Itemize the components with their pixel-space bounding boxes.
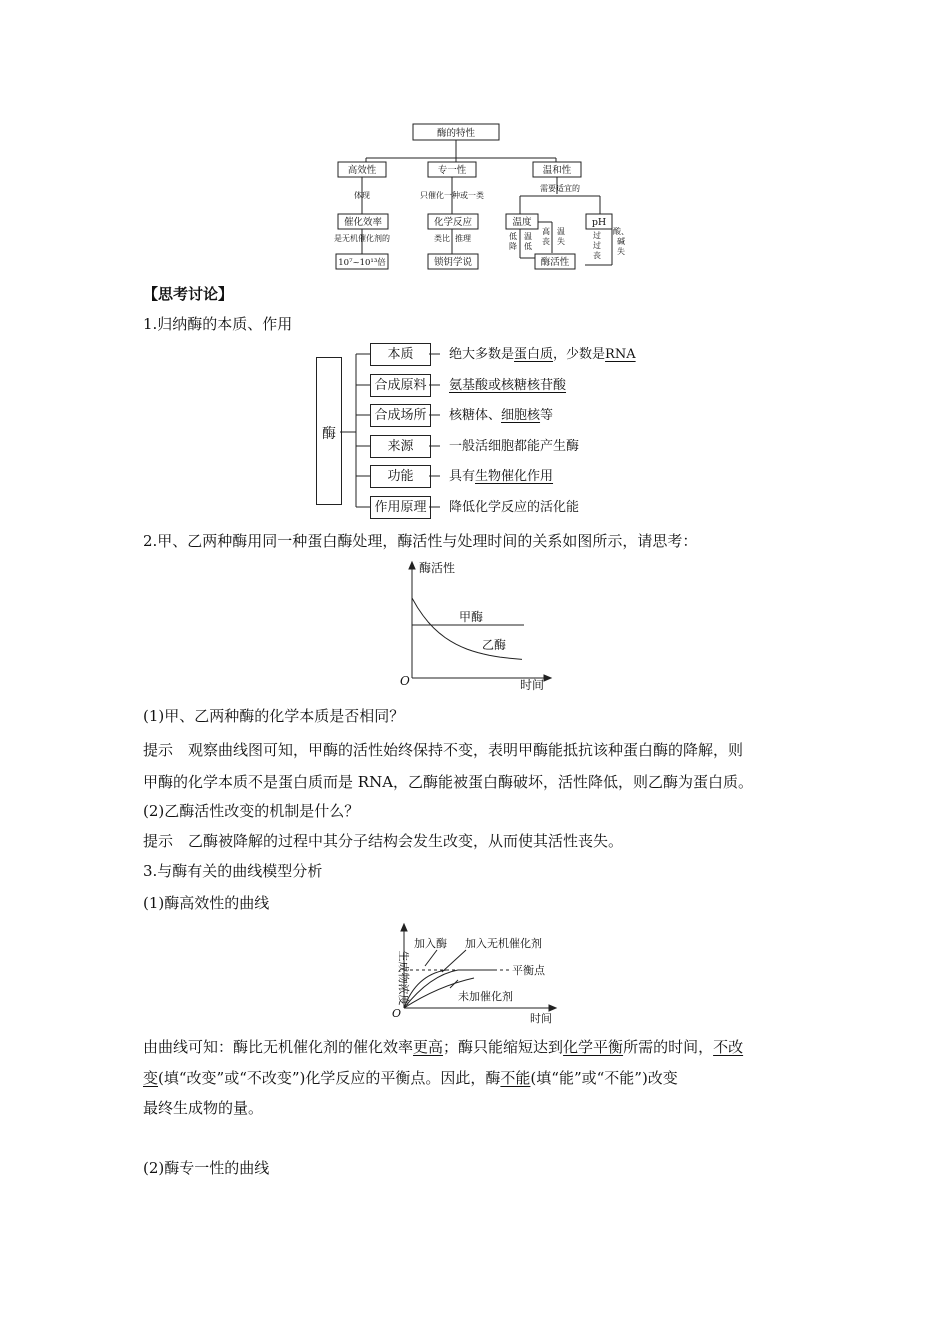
- concept-map-label-box: [370, 465, 431, 488]
- answer-2-1-line-1: 提示 观察曲线图可知，甲酶的活性始终保持不变，表明甲酶能抵抗该种蛋白酶的降解，则: [143, 741, 744, 759]
- concept-map-content-u2: RNA: [605, 347, 636, 362]
- root-label: 酶的特性: [436, 128, 476, 139]
- low-label: 低: [509, 232, 517, 241]
- over-label: 过: [593, 231, 601, 240]
- question-3-1: (1)酶高效性的曲线: [143, 894, 270, 912]
- chart1-ylabel: 酶活性: [419, 561, 456, 575]
- concept-map-content: [449, 436, 579, 457]
- concept-map-label-box: [370, 435, 431, 458]
- concept-map-content-content-pre: 一般活细胞都能产生酶: [449, 439, 580, 454]
- concept-map-content: [449, 375, 566, 396]
- drop-label: 降: [509, 242, 517, 251]
- para-3-line-3: 最终生成物的量。: [143, 1099, 264, 1117]
- p3-l1-answer-2: 化学平衡: [563, 1038, 624, 1056]
- p3-l1-answer-3: 不改: [713, 1038, 744, 1056]
- concept-map-content: [449, 405, 553, 426]
- concept-map-label: 功能: [387, 469, 414, 484]
- chem-reaction-label: 化学反应: [433, 217, 473, 228]
- temp-label: 温度: [512, 217, 532, 228]
- question-3-2: (2)酶专一性的曲线: [143, 1159, 270, 1177]
- specific-label: 专一性: [437, 165, 467, 176]
- concept-map-label: 合成场所: [374, 408, 427, 423]
- activity-label: 酶活性: [540, 257, 570, 268]
- concept-map-content-mid: ，少数是: [553, 347, 606, 362]
- high-eff-label: 高效性: [347, 165, 377, 176]
- concept-map-content-mid: 等: [540, 408, 554, 423]
- high-label: 高: [542, 227, 550, 236]
- enzyme-properties-diagram: [330, 118, 630, 273]
- chart2-xlabel: 时间: [530, 1012, 552, 1025]
- chart1-series-a-label: 甲酶: [459, 610, 484, 624]
- ph-label: pH: [591, 217, 607, 228]
- concept-map-content-u1: 氨基酸或核糖核苷酸: [449, 378, 567, 393]
- para-3-line-2: [143, 1068, 678, 1088]
- concept-map-content: [449, 466, 553, 487]
- temp2-label: 温: [524, 232, 532, 241]
- question-3: 3.与酶有关的曲线模型分析: [143, 862, 323, 880]
- p3-l2-post: (填“能”或“不能”)改变: [530, 1069, 678, 1087]
- question-2-2: (2)乙酶活性改变的机制是什么？: [143, 802, 360, 820]
- answer-2-2: 提示 乙酶被降解的过程中其分子结构会发生改变，从而使其活性丧失。: [143, 832, 624, 850]
- lose-label: 丧: [593, 251, 601, 260]
- p3-l2-answer-2: 不能: [500, 1069, 531, 1087]
- p3-l2-mid: (填“改变”或“不改变”)化学反应的平衡点。因此，酶: [158, 1069, 501, 1087]
- section-title: 【思考讨论】: [143, 285, 234, 303]
- p3-l1-mid: ；酶只能缩短达到: [443, 1038, 564, 1056]
- concept-map-label-box: [370, 374, 431, 397]
- concept-map-label: 作用原理: [374, 500, 427, 515]
- concept-map-label: 来源: [387, 439, 414, 454]
- p3-l1-pre: 由曲线可知：酶比无机催化剂的催化效率: [143, 1038, 414, 1056]
- concept-map-label: 合成原料: [374, 378, 427, 393]
- para-3-line-1: [143, 1037, 743, 1057]
- concept-map-content-content-pre: 降低化学反应的活化能: [449, 500, 580, 515]
- lose2-label: 失: [617, 247, 625, 256]
- concept-map-content: [449, 497, 579, 518]
- chart2-ylabel: 生成物浓度: [397, 950, 410, 1006]
- mild-label: 温和性: [542, 165, 572, 176]
- base-label: 碱: [617, 237, 625, 246]
- y-arrow: [409, 562, 415, 569]
- chart2-origin: O: [392, 1007, 402, 1020]
- only-cat-label: 只催化一种或一类: [420, 191, 484, 200]
- chart2-none-label: 未加催化剂: [458, 990, 513, 1003]
- concept-map-content: [449, 344, 636, 365]
- question-2: 2.甲、乙两种酶用同一种蛋白酶处理，酶活性与处理时间的关系如图所示，请思考：: [143, 532, 698, 550]
- chart1-xlabel: 时间: [520, 678, 545, 692]
- concept-map-label: 本质: [387, 347, 414, 362]
- acid-label: 酸、: [613, 227, 629, 236]
- temp-lose-label: 失: [557, 237, 565, 246]
- concept-map-content-content-pre: 绝大多数是: [449, 347, 515, 362]
- concept-map-center: 酶: [322, 426, 336, 442]
- concept-map-center-box: [316, 357, 342, 505]
- lock-key-label: 锁钥学说: [433, 257, 473, 268]
- question-2-1: (1)甲、乙两种酶的化学本质是否相同？: [143, 707, 405, 725]
- chart2-enzyme-label: 加入酶: [414, 937, 447, 950]
- concept-map-lines: [340, 340, 440, 520]
- concept-map-content-u1: 蛋白质: [514, 347, 554, 362]
- over2-label: 过: [593, 241, 601, 250]
- concept-map-content-content-pre: 核糖体、: [449, 408, 502, 423]
- concept-map-content-u1: 生物催化作用: [475, 469, 554, 484]
- loss-label: 丧: [542, 237, 550, 246]
- question-1: 1.归纳酶的本质、作用: [143, 315, 293, 333]
- chart2-balance-label: 平衡点: [512, 964, 545, 977]
- chart2-inorganic-label: 加入无机催化剂: [465, 937, 542, 950]
- high-efficiency-chart: [380, 920, 570, 1025]
- p3-l1-answer-1: 更高: [413, 1038, 444, 1056]
- concept-map-label-box: [370, 496, 431, 519]
- times-label: 10⁷~10¹³倍: [338, 258, 386, 268]
- answer-2-1-line-2: 甲酶的化学本质不是蛋白质而是 RNA，乙酶能被蛋白酶破坏，活性降低，则乙酶为蛋白质。: [143, 773, 754, 791]
- infer-label: 推理: [455, 234, 471, 243]
- concept-map-label-box: [370, 404, 431, 427]
- is-inorg-label: 是无机催化剂的: [334, 234, 390, 243]
- temp3-label: 温: [557, 227, 565, 236]
- chart1-origin: O: [400, 674, 410, 688]
- embody-label: 体现: [354, 191, 370, 200]
- concept-map-content-content-pre: 具有: [449, 469, 476, 484]
- analogy-label: 类比: [434, 234, 450, 243]
- p3-l1-mid2: 所需的时间，: [623, 1038, 714, 1056]
- needs-label: 需要适宜的: [540, 184, 580, 193]
- chart1-series-b-label: 乙酶: [482, 638, 507, 652]
- x-arrow: [544, 675, 551, 681]
- low2-label: 低: [524, 242, 532, 251]
- cat-eff-label: 催化效率: [343, 217, 383, 228]
- p3-l2-answer-1: 变: [143, 1069, 159, 1087]
- concept-map-content-u1: 细胞核: [501, 408, 541, 423]
- concept-map-label-box: [370, 343, 431, 366]
- enzyme-activity-chart: [395, 558, 560, 693]
